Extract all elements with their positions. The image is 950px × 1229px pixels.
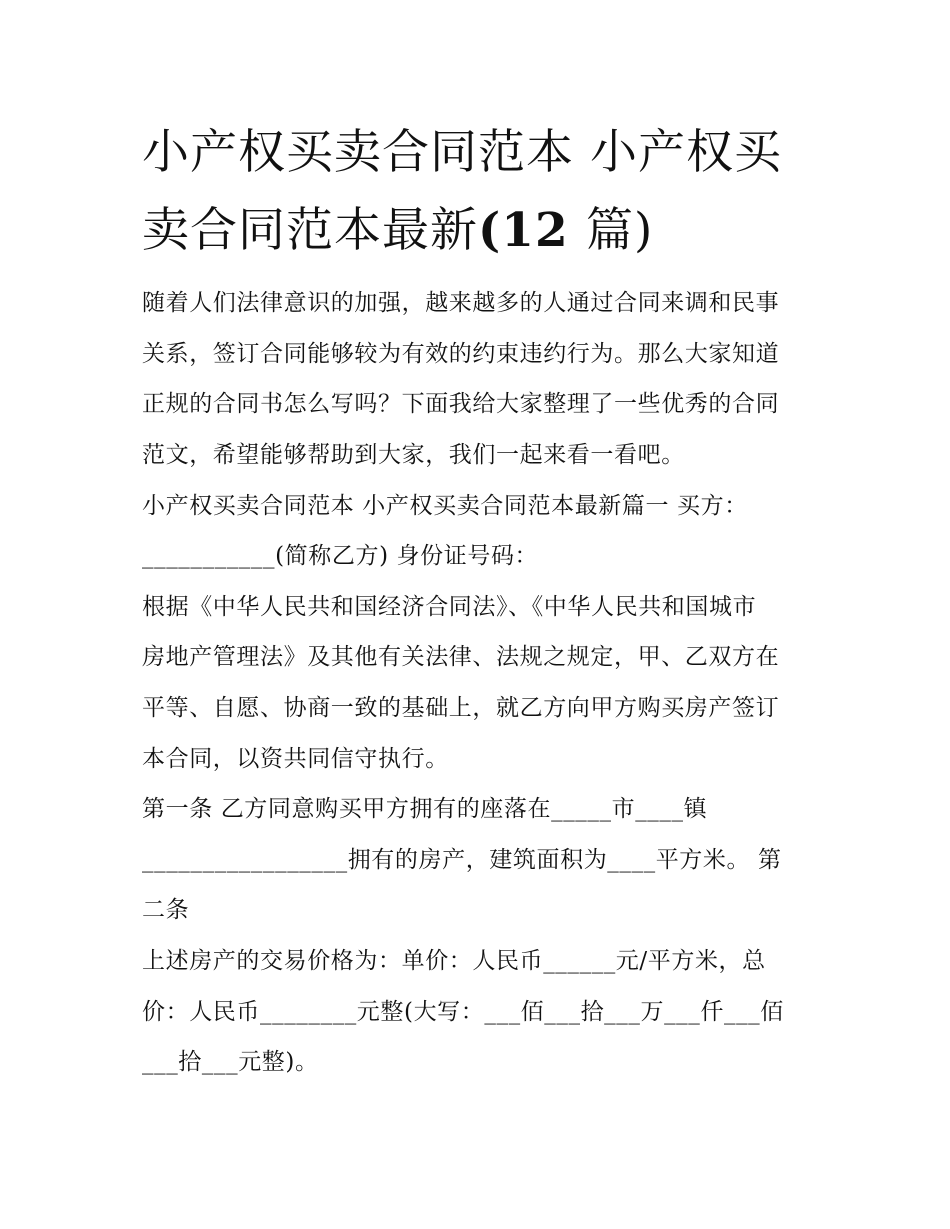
- intro-line-2: 关系，签订合同能够较为有效的约束违约行为。那么大家知道: [142, 341, 780, 367]
- price-line-1: 上述房产的交易价格为：单价：人民币______元/平方米，总: [142, 948, 766, 974]
- price-line-3: ___拾___元整)。: [142, 1049, 319, 1075]
- intro-line-4: 范文，希望能够帮助到大家，我们一起来看一看吧。: [142, 442, 685, 468]
- title-line-2-text: 卖合同范本最新: [142, 203, 478, 258]
- title-line-1: 小产权买卖合同范本 小产权买: [142, 125, 782, 180]
- section-heading-line: 小产权买卖合同范本 小产权买卖合同范本最新篇一 买方：: [142, 493, 748, 519]
- article-1-line-2: _________________拥有的房产，建筑面积为____平方米。 第: [142, 847, 782, 873]
- title-line-2: [142, 192, 822, 270]
- title-count: (12: [478, 203, 587, 258]
- basis-line-1: 根据《中华人民共和国经济合同法》、《中华人民共和国城市: [142, 594, 757, 620]
- intro-line-1: 随着人们法律意识的加强，越来越多的人通过合同来调和民事: [142, 290, 780, 316]
- document-title: [142, 114, 822, 270]
- price-line-2: 价：人民币________元整(大写：___佰___拾___万___仟___佰: [142, 999, 784, 1025]
- article-2-heading: 二条: [142, 897, 190, 923]
- document-page: [142, 0, 814, 1229]
- basis-line-2: 房地产管理法》及其他有关法律、法规之规定，甲、乙双方在: [142, 644, 780, 670]
- basis-line-3: 平等、自愿、协商一致的基础上，就乙方向甲方购买房产签订: [142, 695, 780, 721]
- buyer-id-line: ___________(简称乙方) 身份证号码：: [142, 543, 539, 569]
- intro-line-3: 正规的合同书怎么写吗？下面我给大家整理了一些优秀的合同: [142, 391, 780, 417]
- article-1-line-1: 第一条 乙方同意购买甲方拥有的座落在_____市____镇: [142, 796, 708, 822]
- title-line-2-end: 篇): [586, 203, 654, 258]
- basis-line-4: 本合同，以资共同信守执行。: [142, 746, 449, 772]
